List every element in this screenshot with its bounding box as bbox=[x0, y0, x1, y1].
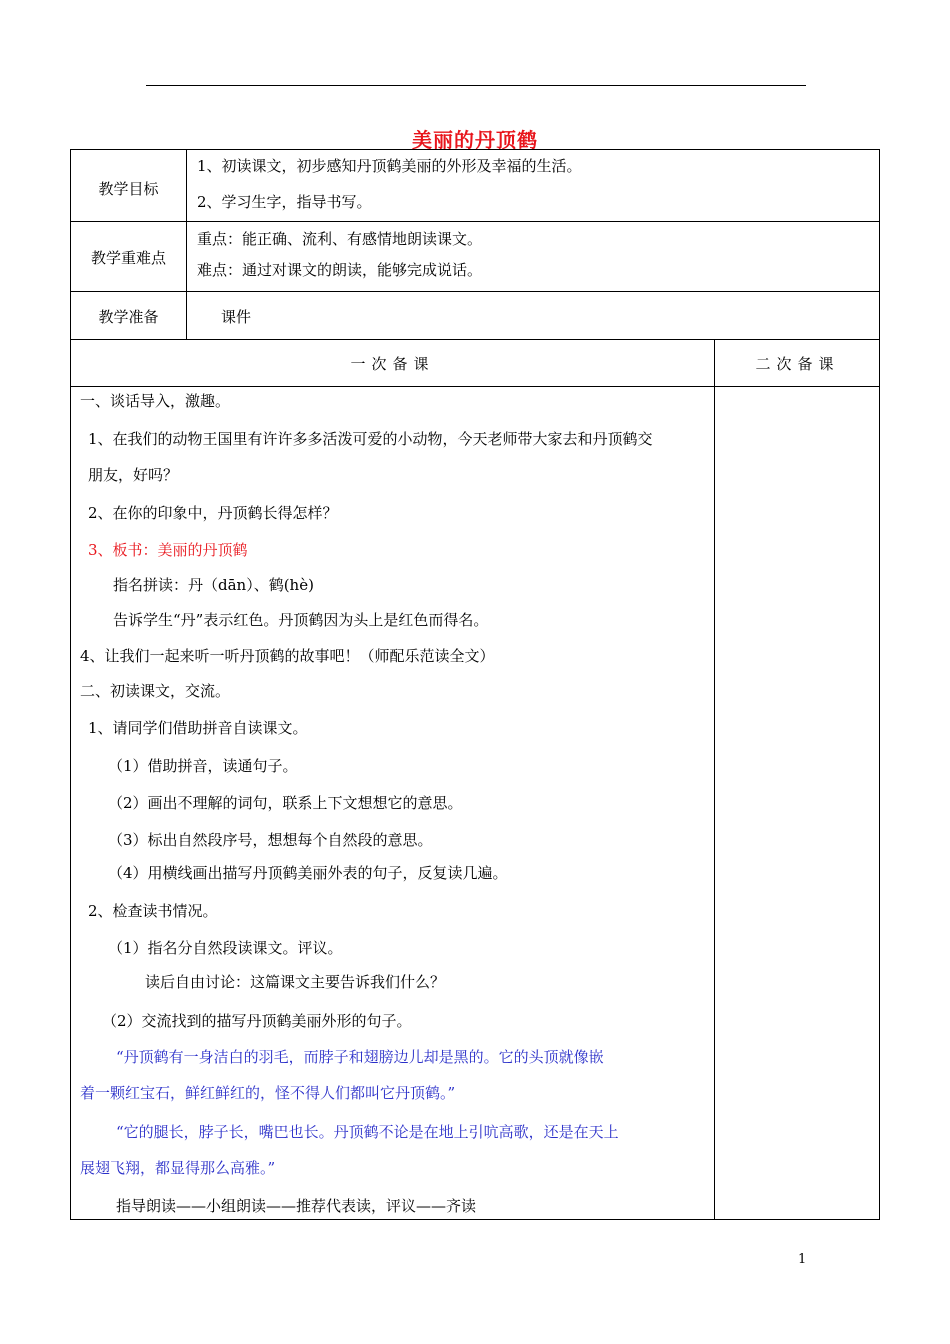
row-divider bbox=[71, 339, 879, 340]
body-line: 二、初读课文，交流。 bbox=[80, 682, 231, 700]
body-line-highlight: 3、板书：美丽的丹顶鹤 bbox=[88, 541, 248, 559]
body-line: （1）借助拼音，读通句子。 bbox=[108, 757, 298, 775]
body-line: （3）标出自然段序号，想想每个自然段的意思。 bbox=[108, 831, 433, 849]
body-line: （2）画出不理解的词句，联系上下文想想它的意思。 bbox=[108, 794, 463, 812]
page-title: 美丽的丹顶鹤 bbox=[412, 128, 538, 152]
body-line: 指名拼读：丹（dān）、鹤(hè) bbox=[113, 576, 314, 594]
goals-line: 2、学习生字，指导书写。 bbox=[197, 193, 372, 211]
goals-line: 1、初读课文，初步感知丹顶鹤美丽的外形及幸福的生活。 bbox=[197, 157, 582, 175]
row-divider bbox=[71, 291, 879, 292]
body-line: 指导朗读——小组朗读——推荐代表读，评议——齐读 bbox=[116, 1197, 477, 1215]
label-column-divider bbox=[186, 150, 187, 339]
keypoints-line: 难点：通过对课文的朗读，能够完成说话。 bbox=[197, 261, 483, 279]
quote-line: 展翅飞翔，都显得那么高雅。” bbox=[80, 1159, 276, 1177]
body-line: 读后自由讨论：这篇课文主要告诉我们什么？ bbox=[145, 973, 446, 991]
row-divider bbox=[71, 386, 879, 387]
body-line: 2、检查读书情况。 bbox=[88, 902, 218, 920]
quote-line: “丹顶鹤有一身洁白的羽毛，而脖子和翅膀边儿却是黑的。它的头顶就像嵌 bbox=[116, 1048, 604, 1066]
prep-label: 教学准备 bbox=[98, 308, 159, 326]
body-line: （1）指名分自然段读课文。评议。 bbox=[108, 939, 343, 957]
body-line: 1、请同学们借助拼音自读课文。 bbox=[88, 719, 308, 737]
quote-line: 着一颗红宝石，鲜红鲜红的，怪不得人们都叫它丹顶鹤。” bbox=[80, 1084, 456, 1102]
body-line: 1、在我们的动物王国里有许许多多活泼可爱的小动物，今天老师带大家去和丹顶鹤交 bbox=[88, 430, 653, 448]
body-line: （4）用横线画出描写丹顶鹤美丽外表的句子，反复读几遍。 bbox=[108, 864, 508, 882]
body-line: 朋友，好吗？ bbox=[88, 466, 179, 484]
body-line: 告诉学生“丹”表示红色。丹顶鹤因为头上是红色而得名。 bbox=[113, 611, 489, 629]
first-prep-heading: 一次备课 bbox=[350, 355, 435, 373]
row-divider bbox=[71, 221, 879, 222]
header-rule bbox=[146, 85, 806, 86]
goals-label: 教学目标 bbox=[98, 180, 159, 198]
keypoints-label: 教学重难点 bbox=[90, 249, 166, 267]
body-line: 一、谈话导入，激趣。 bbox=[80, 392, 231, 410]
second-prep-heading: 二次备课 bbox=[755, 355, 840, 373]
plan-column-divider bbox=[714, 339, 715, 1220]
keypoints-line: 重点：能正确、流利、有感情地朗读课文。 bbox=[197, 230, 483, 248]
body-line: 4、让我们一起来听一听丹顶鹤的故事吧！（师配乐范读全文） bbox=[80, 647, 495, 665]
body-line: 2、在你的印象中，丹顶鹤长得怎样？ bbox=[88, 504, 338, 522]
body-line: （2）交流找到的描写丹顶鹤美丽外形的句子。 bbox=[102, 1012, 412, 1030]
quote-line: “它的腿长，脖子长，嘴巴也长。丹顶鹤不论是在地上引吭高歌，还是在天上 bbox=[116, 1123, 619, 1141]
prep-value: 课件 bbox=[221, 308, 252, 326]
page-number: 1 bbox=[798, 1252, 807, 1267]
